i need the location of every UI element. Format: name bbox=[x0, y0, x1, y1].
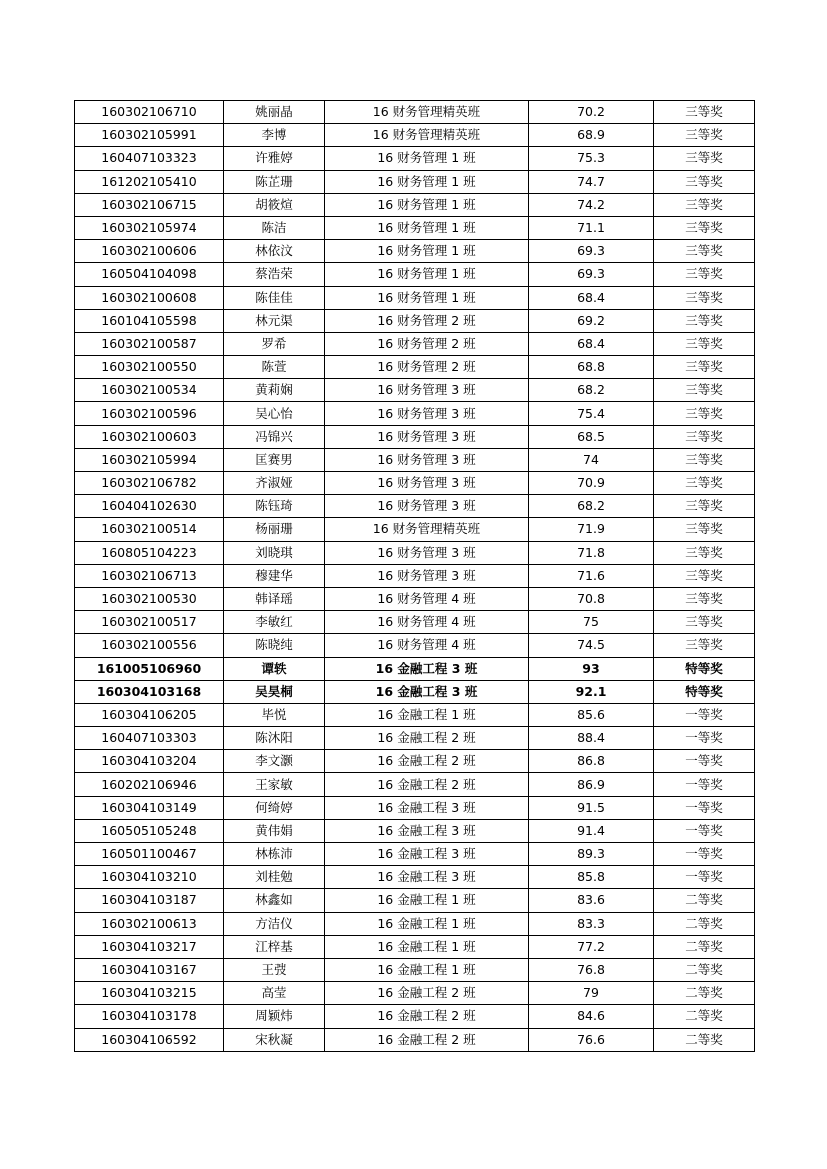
class-name-cell: 16 金融工程 2 班 bbox=[325, 773, 529, 796]
class-name-cell: 16 财务管理 1 班 bbox=[325, 263, 529, 286]
student-id-cell: 160501100467 bbox=[75, 843, 224, 866]
award-level-cell: 二等奖 bbox=[654, 982, 755, 1005]
award-level-cell: 三等奖 bbox=[654, 495, 755, 518]
student-id-cell: 160304103178 bbox=[75, 1005, 224, 1028]
student-id-cell: 160302100606 bbox=[75, 240, 224, 263]
student-id-cell: 160302100613 bbox=[75, 912, 224, 935]
award-level-cell: 三等奖 bbox=[654, 193, 755, 216]
score-cell: 71.1 bbox=[529, 216, 654, 239]
award-level-cell: 三等奖 bbox=[654, 170, 755, 193]
score-cell: 85.8 bbox=[529, 866, 654, 889]
table-row bbox=[75, 657, 755, 680]
score-cell: 68.4 bbox=[529, 332, 654, 355]
award-level-cell: 二等奖 bbox=[654, 1028, 755, 1051]
award-level-cell: 三等奖 bbox=[654, 448, 755, 471]
score-cell: 92.1 bbox=[529, 680, 654, 703]
student-id-cell: 160302106710 bbox=[75, 101, 224, 124]
student-id-cell: 160304103167 bbox=[75, 958, 224, 981]
class-name-cell: 16 财务管理 1 班 bbox=[325, 240, 529, 263]
table-row bbox=[75, 216, 755, 239]
class-name-cell: 16 财务管理 3 班 bbox=[325, 402, 529, 425]
score-cell: 68.4 bbox=[529, 286, 654, 309]
student-name-cell: 李博 bbox=[224, 124, 325, 147]
student-name-cell: 王弢 bbox=[224, 958, 325, 981]
student-id-cell: 160302105974 bbox=[75, 216, 224, 239]
class-name-cell: 16 金融工程 2 班 bbox=[325, 750, 529, 773]
table-row bbox=[75, 634, 755, 657]
score-cell: 70.8 bbox=[529, 587, 654, 610]
table-row bbox=[75, 611, 755, 634]
student-id-cell: 160302106713 bbox=[75, 564, 224, 587]
class-name-cell: 16 财务管理 2 班 bbox=[325, 332, 529, 355]
award-level-cell: 三等奖 bbox=[654, 634, 755, 657]
award-level-cell: 三等奖 bbox=[654, 147, 755, 170]
award-level-cell: 三等奖 bbox=[654, 425, 755, 448]
class-name-cell: 16 财务管理 3 班 bbox=[325, 472, 529, 495]
class-name-cell: 16 财务管理 4 班 bbox=[325, 611, 529, 634]
score-cell: 77.2 bbox=[529, 935, 654, 958]
table-row bbox=[75, 101, 755, 124]
table-row bbox=[75, 518, 755, 541]
class-name-cell: 16 金融工程 1 班 bbox=[325, 703, 529, 726]
score-cell: 86.9 bbox=[529, 773, 654, 796]
score-cell: 74.5 bbox=[529, 634, 654, 657]
score-cell: 71.6 bbox=[529, 564, 654, 587]
student-id-cell: 160104105598 bbox=[75, 309, 224, 332]
student-id-cell: 161005106960 bbox=[75, 657, 224, 680]
score-cell: 69.2 bbox=[529, 309, 654, 332]
class-name-cell: 16 财务管理 1 班 bbox=[325, 216, 529, 239]
class-name-cell: 16 金融工程 1 班 bbox=[325, 889, 529, 912]
score-cell: 76.8 bbox=[529, 958, 654, 981]
student-id-cell: 160504104098 bbox=[75, 263, 224, 286]
student-name-cell: 穆建华 bbox=[224, 564, 325, 587]
student-name-cell: 刘晓琪 bbox=[224, 541, 325, 564]
score-cell: 71.9 bbox=[529, 518, 654, 541]
award-level-cell: 三等奖 bbox=[654, 124, 755, 147]
student-name-cell: 胡筱煊 bbox=[224, 193, 325, 216]
student-id-cell: 160805104223 bbox=[75, 541, 224, 564]
score-cell: 68.8 bbox=[529, 356, 654, 379]
table-row bbox=[75, 240, 755, 263]
table-row bbox=[75, 309, 755, 332]
table-row bbox=[75, 1028, 755, 1051]
student-name-cell: 姚丽晶 bbox=[224, 101, 325, 124]
student-name-cell: 蔡浩荣 bbox=[224, 263, 325, 286]
student-name-cell: 陈萱 bbox=[224, 356, 325, 379]
table-row bbox=[75, 703, 755, 726]
student-id-cell: 160302100556 bbox=[75, 634, 224, 657]
score-cell: 68.5 bbox=[529, 425, 654, 448]
score-cell: 75.4 bbox=[529, 402, 654, 425]
class-name-cell: 16 财务管理精英班 bbox=[325, 518, 529, 541]
score-cell: 70.2 bbox=[529, 101, 654, 124]
table-row bbox=[75, 541, 755, 564]
student-id-cell: 160304103204 bbox=[75, 750, 224, 773]
student-id-cell: 160302100596 bbox=[75, 402, 224, 425]
class-name-cell: 16 金融工程 1 班 bbox=[325, 958, 529, 981]
student-name-cell: 许雅婷 bbox=[224, 147, 325, 170]
table-row bbox=[75, 147, 755, 170]
award-level-cell: 三等奖 bbox=[654, 402, 755, 425]
class-name-cell: 16 金融工程 3 班 bbox=[325, 843, 529, 866]
award-level-cell: 二等奖 bbox=[654, 935, 755, 958]
table-row bbox=[75, 170, 755, 193]
student-name-cell: 刘桂勉 bbox=[224, 866, 325, 889]
table-row bbox=[75, 773, 755, 796]
student-id-cell: 160302100530 bbox=[75, 587, 224, 610]
student-id-cell: 160407103303 bbox=[75, 727, 224, 750]
class-name-cell: 16 金融工程 3 班 bbox=[325, 680, 529, 703]
student-name-cell: 方洁仪 bbox=[224, 912, 325, 935]
score-cell: 91.5 bbox=[529, 796, 654, 819]
student-id-cell: 160304103215 bbox=[75, 982, 224, 1005]
award-table bbox=[74, 100, 755, 1052]
student-id-cell: 160302100608 bbox=[75, 286, 224, 309]
student-name-cell: 林鑫如 bbox=[224, 889, 325, 912]
student-name-cell: 宋秋凝 bbox=[224, 1028, 325, 1051]
award-level-cell: 三等奖 bbox=[654, 587, 755, 610]
student-id-cell: 160304106592 bbox=[75, 1028, 224, 1051]
student-id-cell: 160505105248 bbox=[75, 819, 224, 842]
class-name-cell: 16 金融工程 2 班 bbox=[325, 1005, 529, 1028]
table-row bbox=[75, 448, 755, 471]
score-cell: 83.3 bbox=[529, 912, 654, 935]
class-name-cell: 16 金融工程 2 班 bbox=[325, 727, 529, 750]
class-name-cell: 16 金融工程 3 班 bbox=[325, 819, 529, 842]
class-name-cell: 16 财务管理 4 班 bbox=[325, 634, 529, 657]
score-cell: 74.2 bbox=[529, 193, 654, 216]
class-name-cell: 16 财务管理 3 班 bbox=[325, 564, 529, 587]
student-id-cell: 160304103187 bbox=[75, 889, 224, 912]
class-name-cell: 16 财务管理 4 班 bbox=[325, 587, 529, 610]
table-row bbox=[75, 425, 755, 448]
award-table-body bbox=[75, 101, 755, 1052]
student-name-cell: 陈洁 bbox=[224, 216, 325, 239]
award-level-cell: 三等奖 bbox=[654, 541, 755, 564]
award-level-cell: 一等奖 bbox=[654, 866, 755, 889]
student-name-cell: 江梓基 bbox=[224, 935, 325, 958]
class-name-cell: 16 财务管理 1 班 bbox=[325, 193, 529, 216]
student-id-cell: 161202105410 bbox=[75, 170, 224, 193]
student-name-cell: 吴心怡 bbox=[224, 402, 325, 425]
score-cell: 79 bbox=[529, 982, 654, 1005]
student-name-cell: 黄伟娟 bbox=[224, 819, 325, 842]
score-cell: 89.3 bbox=[529, 843, 654, 866]
table-row bbox=[75, 727, 755, 750]
class-name-cell: 16 金融工程 2 班 bbox=[325, 1028, 529, 1051]
student-id-cell: 160304103210 bbox=[75, 866, 224, 889]
table-row bbox=[75, 796, 755, 819]
student-name-cell: 高莹 bbox=[224, 982, 325, 1005]
table-row bbox=[75, 843, 755, 866]
table-row bbox=[75, 587, 755, 610]
student-name-cell: 杨丽珊 bbox=[224, 518, 325, 541]
award-level-cell: 三等奖 bbox=[654, 356, 755, 379]
table-row bbox=[75, 402, 755, 425]
student-name-cell: 周颖炜 bbox=[224, 1005, 325, 1028]
class-name-cell: 16 财务管理 3 班 bbox=[325, 448, 529, 471]
class-name-cell: 16 财务管理 2 班 bbox=[325, 309, 529, 332]
score-cell: 76.6 bbox=[529, 1028, 654, 1051]
student-name-cell: 罗希 bbox=[224, 332, 325, 355]
class-name-cell: 16 金融工程 2 班 bbox=[325, 982, 529, 1005]
score-cell: 84.6 bbox=[529, 1005, 654, 1028]
table-row bbox=[75, 263, 755, 286]
score-cell: 68.9 bbox=[529, 124, 654, 147]
award-level-cell: 一等奖 bbox=[654, 796, 755, 819]
score-cell: 74 bbox=[529, 448, 654, 471]
award-level-cell: 三等奖 bbox=[654, 472, 755, 495]
student-id-cell: 160302106782 bbox=[75, 472, 224, 495]
table-row bbox=[75, 193, 755, 216]
student-id-cell: 160302100517 bbox=[75, 611, 224, 634]
score-cell: 86.8 bbox=[529, 750, 654, 773]
student-name-cell: 吴昊桐 bbox=[224, 680, 325, 703]
score-cell: 93 bbox=[529, 657, 654, 680]
student-id-cell: 160302106715 bbox=[75, 193, 224, 216]
award-level-cell: 二等奖 bbox=[654, 912, 755, 935]
student-name-cell: 毕悦 bbox=[224, 703, 325, 726]
award-level-cell: 三等奖 bbox=[654, 309, 755, 332]
class-name-cell: 16 财务管理 1 班 bbox=[325, 170, 529, 193]
table-row bbox=[75, 564, 755, 587]
score-cell: 68.2 bbox=[529, 379, 654, 402]
class-name-cell: 16 财务管理精英班 bbox=[325, 101, 529, 124]
student-name-cell: 王家敏 bbox=[224, 773, 325, 796]
award-level-cell: 三等奖 bbox=[654, 379, 755, 402]
award-level-cell: 三等奖 bbox=[654, 611, 755, 634]
table-row bbox=[75, 982, 755, 1005]
student-name-cell: 陈佳佳 bbox=[224, 286, 325, 309]
table-row bbox=[75, 958, 755, 981]
student-id-cell: 160302100550 bbox=[75, 356, 224, 379]
class-name-cell: 16 金融工程 3 班 bbox=[325, 657, 529, 680]
student-name-cell: 何绮婷 bbox=[224, 796, 325, 819]
class-name-cell: 16 财务管理 3 班 bbox=[325, 541, 529, 564]
table-row bbox=[75, 286, 755, 309]
student-id-cell: 160302100514 bbox=[75, 518, 224, 541]
award-level-cell: 三等奖 bbox=[654, 564, 755, 587]
table-row bbox=[75, 912, 755, 935]
student-id-cell: 160202106946 bbox=[75, 773, 224, 796]
award-level-cell: 三等奖 bbox=[654, 332, 755, 355]
score-cell: 75 bbox=[529, 611, 654, 634]
student-name-cell: 李敏红 bbox=[224, 611, 325, 634]
score-cell: 68.2 bbox=[529, 495, 654, 518]
table-row bbox=[75, 472, 755, 495]
award-level-cell: 一等奖 bbox=[654, 773, 755, 796]
student-name-cell: 李文灏 bbox=[224, 750, 325, 773]
student-id-cell: 160407103323 bbox=[75, 147, 224, 170]
class-name-cell: 16 财务管理精英班 bbox=[325, 124, 529, 147]
student-name-cell: 林元渠 bbox=[224, 309, 325, 332]
student-name-cell: 林栋沛 bbox=[224, 843, 325, 866]
award-level-cell: 三等奖 bbox=[654, 263, 755, 286]
award-level-cell: 三等奖 bbox=[654, 240, 755, 263]
award-level-cell: 特等奖 bbox=[654, 657, 755, 680]
score-cell: 83.6 bbox=[529, 889, 654, 912]
student-id-cell: 160304106205 bbox=[75, 703, 224, 726]
award-level-cell: 二等奖 bbox=[654, 889, 755, 912]
student-name-cell: 陈沐阳 bbox=[224, 727, 325, 750]
award-level-cell: 三等奖 bbox=[654, 518, 755, 541]
table-row bbox=[75, 332, 755, 355]
award-level-cell: 一等奖 bbox=[654, 750, 755, 773]
score-cell: 74.7 bbox=[529, 170, 654, 193]
table-row bbox=[75, 356, 755, 379]
table-row bbox=[75, 124, 755, 147]
table-row bbox=[75, 889, 755, 912]
class-name-cell: 16 金融工程 3 班 bbox=[325, 866, 529, 889]
table-row bbox=[75, 379, 755, 402]
award-level-cell: 三等奖 bbox=[654, 216, 755, 239]
student-id-cell: 160404102630 bbox=[75, 495, 224, 518]
score-cell: 70.9 bbox=[529, 472, 654, 495]
table-row bbox=[75, 935, 755, 958]
class-name-cell: 16 金融工程 3 班 bbox=[325, 796, 529, 819]
student-name-cell: 陈芷珊 bbox=[224, 170, 325, 193]
class-name-cell: 16 金融工程 1 班 bbox=[325, 912, 529, 935]
score-cell: 69.3 bbox=[529, 263, 654, 286]
class-name-cell: 16 财务管理 2 班 bbox=[325, 356, 529, 379]
score-cell: 69.3 bbox=[529, 240, 654, 263]
student-name-cell: 谭轶 bbox=[224, 657, 325, 680]
award-level-cell: 一等奖 bbox=[654, 819, 755, 842]
student-id-cell: 160304103217 bbox=[75, 935, 224, 958]
class-name-cell: 16 财务管理 1 班 bbox=[325, 147, 529, 170]
student-id-cell: 160302100534 bbox=[75, 379, 224, 402]
student-id-cell: 160304103168 bbox=[75, 680, 224, 703]
award-level-cell: 三等奖 bbox=[654, 286, 755, 309]
score-cell: 75.3 bbox=[529, 147, 654, 170]
student-id-cell: 160302100603 bbox=[75, 425, 224, 448]
class-name-cell: 16 财务管理 3 班 bbox=[325, 495, 529, 518]
table-row bbox=[75, 819, 755, 842]
score-cell: 91.4 bbox=[529, 819, 654, 842]
student-id-cell: 160302100587 bbox=[75, 332, 224, 355]
award-level-cell: 一等奖 bbox=[654, 843, 755, 866]
score-cell: 71.8 bbox=[529, 541, 654, 564]
student-name-cell: 冯锦兴 bbox=[224, 425, 325, 448]
table-row bbox=[75, 680, 755, 703]
table-row bbox=[75, 866, 755, 889]
score-cell: 88.4 bbox=[529, 727, 654, 750]
award-level-cell: 特等奖 bbox=[654, 680, 755, 703]
student-id-cell: 160302105991 bbox=[75, 124, 224, 147]
student-id-cell: 160302105994 bbox=[75, 448, 224, 471]
class-name-cell: 16 财务管理 1 班 bbox=[325, 286, 529, 309]
student-name-cell: 林依汶 bbox=[224, 240, 325, 263]
table-row bbox=[75, 750, 755, 773]
award-level-cell: 二等奖 bbox=[654, 958, 755, 981]
award-level-cell: 一等奖 bbox=[654, 703, 755, 726]
score-cell: 85.6 bbox=[529, 703, 654, 726]
award-level-cell: 三等奖 bbox=[654, 101, 755, 124]
table-row bbox=[75, 495, 755, 518]
student-name-cell: 匡赛男 bbox=[224, 448, 325, 471]
student-name-cell: 齐淑娅 bbox=[224, 472, 325, 495]
award-level-cell: 一等奖 bbox=[654, 727, 755, 750]
student-name-cell: 黄莉娴 bbox=[224, 379, 325, 402]
class-name-cell: 16 金融工程 1 班 bbox=[325, 935, 529, 958]
student-name-cell: 陈晓纯 bbox=[224, 634, 325, 657]
table-row bbox=[75, 1005, 755, 1028]
student-name-cell: 陈钰琦 bbox=[224, 495, 325, 518]
student-id-cell: 160304103149 bbox=[75, 796, 224, 819]
class-name-cell: 16 财务管理 3 班 bbox=[325, 425, 529, 448]
class-name-cell: 16 财务管理 3 班 bbox=[325, 379, 529, 402]
student-name-cell: 韩译瑶 bbox=[224, 587, 325, 610]
award-level-cell: 二等奖 bbox=[654, 1005, 755, 1028]
